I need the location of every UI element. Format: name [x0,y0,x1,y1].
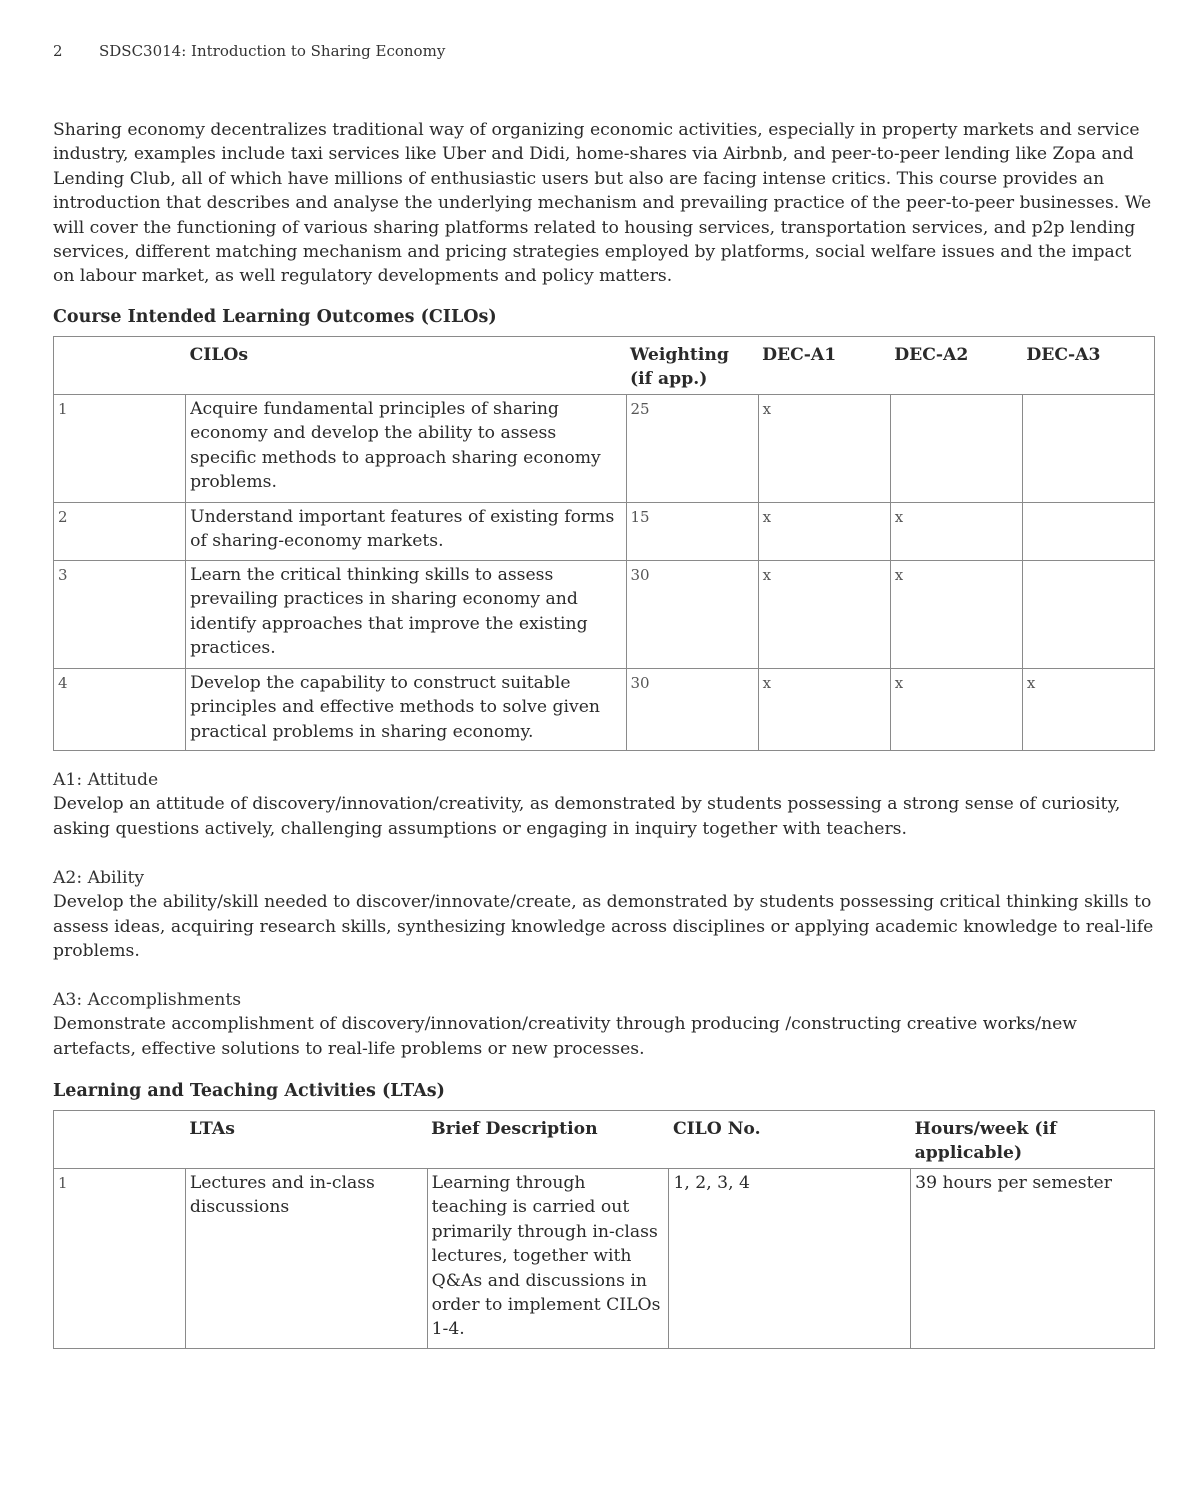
lta-header-description: Brief Description [431,1119,598,1139]
definition-heading: A2: Ability [53,868,145,888]
table-row [54,669,1155,751]
cilo-a1-mark: x [758,561,890,669]
definition-a3 [53,988,1155,1061]
cilo-header-a2: DEC-A2 [894,345,969,365]
cilo-text: Learn the critical thinking skills to assess prevailing practices in sharing economy and identify approaches that improve the existing practices. [186,561,626,669]
definition-body: Develop the ability/skill needed to discover/innovate/create, as demonstrated by students possessing critical thinking skills to assess ideas, acquiring research skills, synthesizing knowledge across disciplines or applying academic knowledge to real-life problems. [53,892,1154,962]
cilo-num: 4 [54,669,186,751]
cilo-weight: 15 [626,503,758,561]
cilo-num: 2 [54,503,186,561]
cilo-a2-mark [890,395,1022,503]
page-number: 2 [53,42,63,60]
course-description: Sharing economy decentralizes traditional way of organizing economic activities, especially in property markets and service industry, examples include taxi services like Uber and Didi, home-shares via Airbnb, and peer-to-peer lending like Zopa and Lending Club, all of which have millions of enthusiastic users but also are facing intense critics. This course provides an introduction that describes and analyse the underlying mechanism and prevailing practice of the peer-to-peer businesses. We will cover the functioning of various sharing platforms related to housing services, transportation services, and p2p lending services, different matching mechanism and pricing strategies employed by platforms, social welfare issues and the impact on labour market, as well regulatory developments and policy matters. [53,120,1152,287]
lta-cilo-no: 1, 2, 3, 4 [669,1169,911,1349]
cilo-num: 1 [54,395,186,503]
definition-a1 [53,768,1155,841]
definition-a2 [53,866,1155,964]
page-header [53,42,445,60]
cilo-a3-mark [1022,503,1154,561]
definition-heading: A1: Attitude [53,770,159,790]
lta-header-hours: Hours/week (if applicable) [914,1119,1057,1164]
cilo-text: Acquire fundamental principles of sharing economy and develop the ability to assess specific methods to approach sharing economy problems. [186,395,626,503]
cilo-a3-mark [1022,561,1154,669]
lta-hours: 39 hours per semester [911,1169,1155,1349]
cilo-weight: 25 [626,395,758,503]
cilo-a1-mark: x [758,395,890,503]
lta-header-cilo-no: CILO No. [672,1119,761,1139]
cilo-a1-mark: x [758,503,890,561]
cilo-text: Understand important features of existing forms of sharing-economy markets. [186,503,626,561]
cilo-weight: 30 [626,561,758,669]
cilo-weight: 30 [626,669,758,751]
cilo-header-a3: DEC-A3 [1026,345,1101,365]
cilo-header-cilos: CILOs [189,345,249,365]
cilo-header-weighting: Weighting (if app.) [630,345,729,390]
definition-body: Develop an attitude of discovery/innovation/creativity, as demonstrated by students possessing a strong sense of curiosity, asking questions actively, challenging assumptions or engaging in inquiry together with teachers. [53,794,1121,839]
lta-section-title: Learning and Teaching Activities (LTAs) [53,1081,445,1101]
definition-heading: A3: Accomplishments [53,990,242,1010]
lta-num: 1 [54,1169,186,1349]
table-row [54,395,1155,503]
cilo-section-title: Course Intended Learning Outcomes (CILOs) [53,307,497,327]
definition-body: Demonstrate accomplishment of discovery/innovation/creativity through producing /constructing creative works/new artefacts, effective solutions to real-life problems or new processes. [53,1014,1078,1059]
table-row [54,503,1155,561]
table-row [54,561,1155,669]
cilo-a3-mark: x [1022,669,1154,751]
cilo-a2-mark: x [890,503,1022,561]
cilo-header-a1: DEC-A1 [762,345,837,365]
lta-description: Learning through teaching is carried out primarily through in-class lectures, together with Q&As and discussions in order to implement CILOs 1-4. [427,1169,669,1349]
table-row [54,1169,1155,1349]
cilo-a2-mark: x [890,669,1022,751]
cilo-a3-mark [1022,395,1154,503]
course-title: SDSC3014: Introduction to Sharing Economy [99,42,446,60]
lta-name: Lectures and in-class discussions [185,1169,427,1349]
lta-header-num [54,1111,186,1169]
cilo-text: Develop the capability to construct suitable principles and effective methods to solve given practical problems in sharing economy. [186,669,626,751]
lta-header-ltas: LTAs [189,1119,235,1139]
cilo-num: 3 [54,561,186,669]
cilo-a2-mark: x [890,561,1022,669]
lta-table [53,1110,1155,1349]
cilo-a1-mark: x [758,669,890,751]
cilo-table [53,336,1155,751]
cilo-header-num [54,337,186,395]
